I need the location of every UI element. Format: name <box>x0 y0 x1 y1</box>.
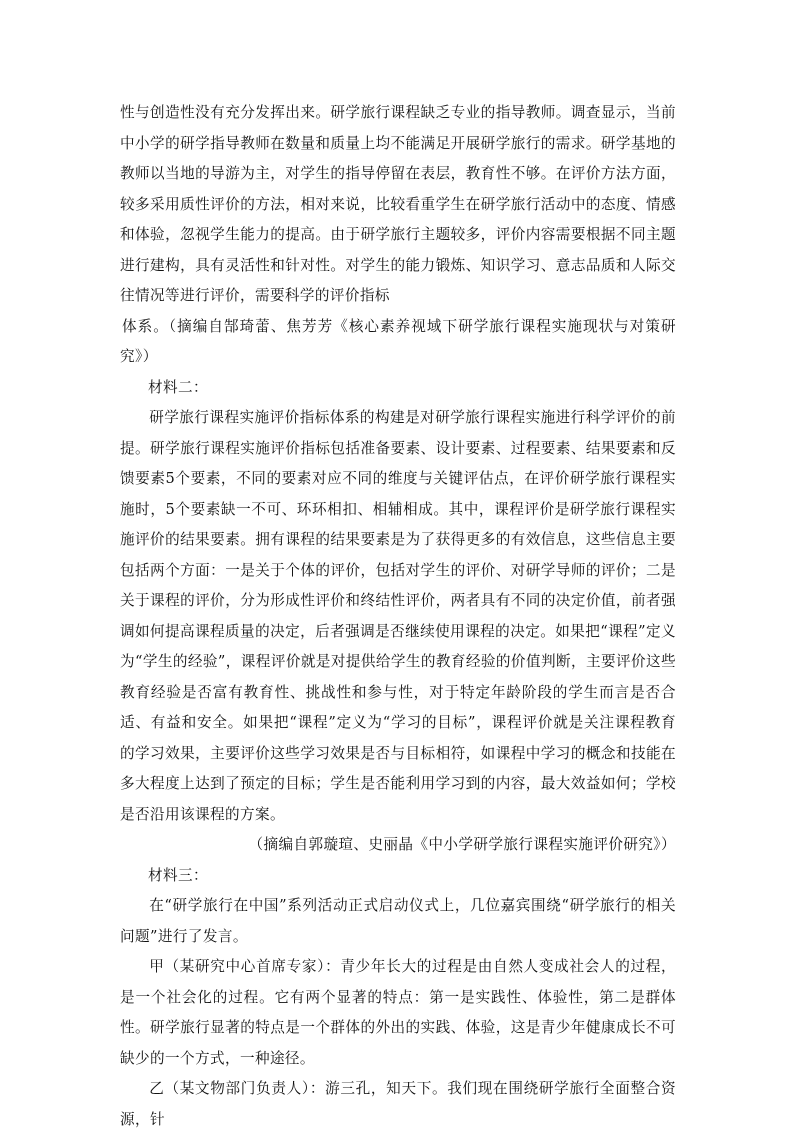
material-two-heading: 材料二： <box>148 378 208 396</box>
paragraph-material-two: 研学旅行课程实施评价指标体系的构建是对研学旅行课程实施进行科学评价的前提。研学旅行课程实施评价指标包括准备要素、设计要素、过程要素、结果要素和反馈要素5个要素，不同的要素对应不同的维度与关键评估点，在评价研学旅行课程实施时，5个要素缺一不可、环环相扣、相辅相成。其中，课程评价是研学旅行课程实施评价的结果要素。拥有课程的结果要素是为了获得更多的有效信息，这些信息主要包括两个方面：一是关于个体的评价，包括对学生的评价、对研学导师的评价；二是关于课程的评价，分为形成性评价和终结性评价，两者具有不同的决定价值，前者强调如何提高课程质量的决定，后者强调是否继续使用课程的决定。如果把“课程”定义为“学生的经验”，课程评价就是对提供给学生的教育经验的价值判断，主要评价这些教育经验是否富有教育性、挑战性和参与性，对于特定年龄阶段的学生而言是否合适、有益和安全。如果把“课程”定义为“学习的目标”，课程评价就是关注课程教育的学习效果，主要评价这些学习效果是否与目标相符，如课程中学习的概念和技能在多大程度上达到了预定的目标；学生是否能利用学习到的内容，最大效益如何；学校是否沿用该课程的方案。 <box>120 409 676 823</box>
paragraph-speaker-jia: 甲（某研究中心首席专家）：青少年长大的过程是由自然人变成社会人的过程，是一个社会化的过程。它有两个显著的特点：第一是实践性、体验性，第二是群体性。研学旅行显著的特点是一个群体的外出的实践、体验，这是青少年健康成长不可缺少的一个方式，一种途径。 <box>120 958 676 1067</box>
material-three-heading: 材料三： <box>148 866 208 884</box>
source-citation-text: 体系。（摘编自郜琦蕾、焦芳芳《核心素养视域下研学旅行课程实施现状与对策研究》） <box>120 317 676 365</box>
document-page <box>120 98 676 1135</box>
paragraph-text: 性与创造性没有充分发挥出来。研学旅行课程缺乏专业的指导教师。调查显示，当前中小学的研学指导教师在数量和质量上均不能满足开展研学旅行的需求。研学基地的教师以当地的导游为主，对学生的指导停留在表层，教育性不够。在评价方法方面，较多采用质性评价的方法，相对来说，比较看重学生在研学旅行活动中的态度、情感和体验，忽视学生能力的提高。由于研学旅行主题较多，评价内容需要根据不同主题进行建构，具有灵活性和针对性。对学生的能力锻炼、知识学习、意志品质和人际交往情况等进行评价，需要科学的评价指标 <box>120 104 676 304</box>
source-citation-two: （摘编自郭璇瑄、史丽晶《中小学研学旅行课程实施评价研究》） <box>248 836 676 853</box>
source-citation-one <box>120 312 676 373</box>
paragraph-material-three-intro: 在“研学旅行在中国”系列活动正式启动仪式上，几位嘉宾围绕“研学旅行的相关问题”进行了发言。 <box>120 897 676 945</box>
paragraph-speaker-yi: 乙（某文物部门负责人）：游三孔，知天下。我们现在围绕研学旅行全面整合资源，针 <box>120 1080 676 1128</box>
paragraph-material-one-continued <box>120 98 676 312</box>
